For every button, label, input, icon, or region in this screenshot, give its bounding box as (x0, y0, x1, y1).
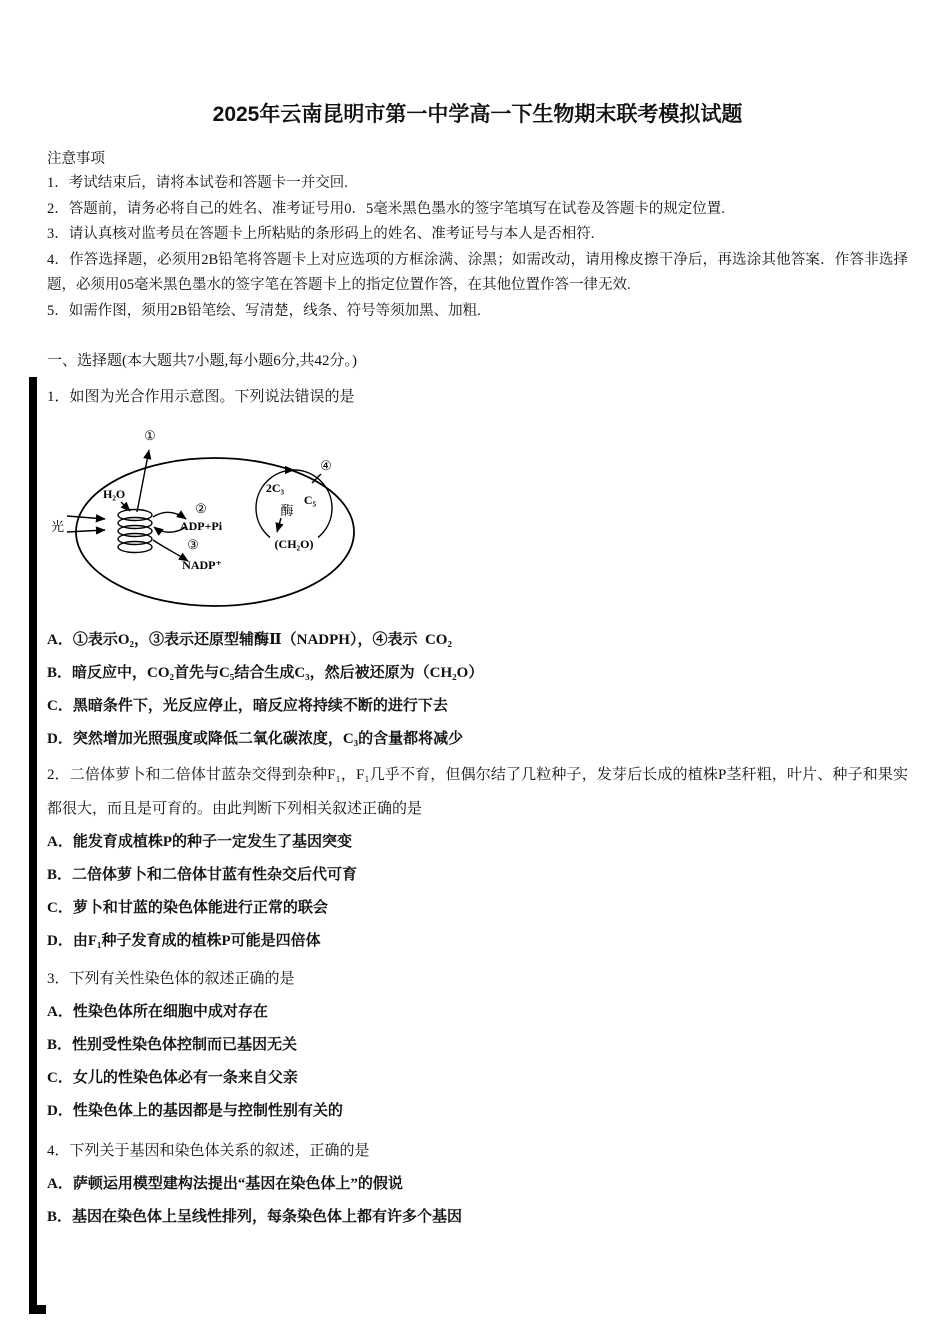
q4-option-b: B．基因在染色体上呈线性排列，每条染色体上都有许多个基因 (47, 1209, 463, 1225)
q3-option-d: D．性染色体上的基因都是与控制性别有关的 (47, 1103, 343, 1119)
notice-item: 3．请认真核对监考员在答题卡上所粘贴的条形码上的姓名、准考证号与本人是否相符. (47, 226, 595, 242)
light-arrow (67, 530, 105, 532)
figure-label-nadp: NADP⁺ (182, 558, 222, 572)
q3-option-c: C．女儿的性染色体必有一条来自父亲 (47, 1070, 298, 1086)
q1-option-a: A．①表示O₂，③表示还原型辅酶Ⅱ（NADPH），④表示 CO₂ (47, 632, 452, 648)
figure-label-enzyme: 酶 (280, 503, 294, 518)
figure-label-adp: ADP+Pi (179, 519, 223, 533)
question-3 (47, 962, 908, 1128)
light-arrow (67, 516, 105, 519)
figure-label-1-icon: ① (144, 428, 156, 443)
q2-option-c: C．萝卜和甘蓝的染色体能进行正常的联会 (47, 900, 328, 916)
figure-label-3-icon: ③ (187, 537, 199, 552)
notice-section (47, 147, 908, 324)
photosynthesis-diagram (49, 420, 908, 622)
notice-heading: 注意事项 (47, 151, 105, 167)
question-4 (47, 1134, 908, 1234)
notice-item: 5．如需作图，须用2B铅笔绘、写清楚，线条、符号等须加黑、加粗. (47, 302, 481, 319)
scan-border-bar (29, 377, 37, 1309)
question-2-stem: 2．二倍体萝卜和二倍体甘蓝杂交得到杂种F₁，F₁几乎不育，但偶尔结了几粒种子，发芽后长成的植株P茎秆粗，叶片、种子和果实都很大，而且是可育的。由此判断下列相关叙述正确的是 (47, 767, 908, 817)
question-3-stem: 3．下列有关性染色体的叙述正确的是 (47, 971, 295, 987)
notice-item: 1．考试结束后，请将本试卷和答题卡一并交回. (47, 175, 348, 191)
document-content (47, 0, 908, 1234)
figure-label-2-icon: ② (195, 501, 207, 516)
q3-option-a: A．性染色体所在细胞中成对存在 (47, 1004, 268, 1020)
question-1-stem: 1．如图为光合作用示意图。下列说法错误的是 (47, 389, 355, 405)
question-4-stem: 4．下列关于基因和染色体关系的叙述，正确的是 (47, 1143, 370, 1159)
o2-arrow (137, 450, 149, 512)
notice-item: 4．作答选择题，必须用2B铅笔将答题卡上对应选项的方框涂满、涂黑；如需改动，请用橡皮擦干净后，再选涂其他答案．作答非选择题，必须用05毫米黑色墨水的签字笔在答题卡上的指定位置作答，在其他位置作答一律无效. (47, 251, 908, 293)
photosynthesis-figure-svg (49, 420, 394, 620)
section-heading: 一、选择题(本大题共7小题,每小题6分,共42分。) (47, 353, 357, 369)
adp-cycle-arrow (153, 512, 186, 519)
question-2 (47, 758, 908, 958)
figure-label-h2o: H₂O (103, 487, 126, 501)
q2-option-a: A．能发育成植株P的种子一定发生了基因突变 (47, 834, 352, 850)
q4-option-a: A．萨顿运用模型建构法提出“基因在染色体上”的假说 (47, 1176, 403, 1192)
q3-option-b: B．性别受性染色体控制而已基因无关 (47, 1037, 298, 1053)
question-1 (47, 380, 908, 756)
thylakoid-stack-icon (118, 510, 152, 553)
q1-option-c: C．黑暗条件下，光反应停止，暗反应将持续不断的进行下去 (47, 698, 448, 714)
notice-item: 2．答题前，请务必将自己的姓名、准考证号用0．5毫米黑色墨水的签字笔填写在试卷及答题卡的规定位置. (47, 200, 725, 217)
ch2o-arrow (277, 518, 281, 532)
figure-label-c3: 2C₃ (265, 481, 285, 495)
q2-option-b: B．二倍体萝卜和二倍体甘蓝有性杂交后代可育 (47, 867, 358, 883)
q2-option-d: D．由F₁种子发育成的植株P可能是四倍体 (47, 933, 321, 949)
figure-label-4-icon: ④ (320, 458, 332, 473)
page-title: 2025年云南昆明市第一中学高一下生物期末联考模拟试题 (212, 103, 743, 126)
q1-option-b: B．暗反应中，CO₂首先与C₅结合生成C₃，然后被还原为（CH₂O） (47, 665, 484, 681)
q1-option-d: D．突然增加光照强度或降低二氧化碳浓度，C₃的含量都将减少 (47, 731, 464, 747)
figure-label-light: 光 (51, 519, 65, 534)
figure-label-ch2o: (CH₂O) (274, 537, 314, 551)
figure-label-c5: C₅ (303, 493, 317, 507)
scan-border-corner (29, 1305, 46, 1314)
